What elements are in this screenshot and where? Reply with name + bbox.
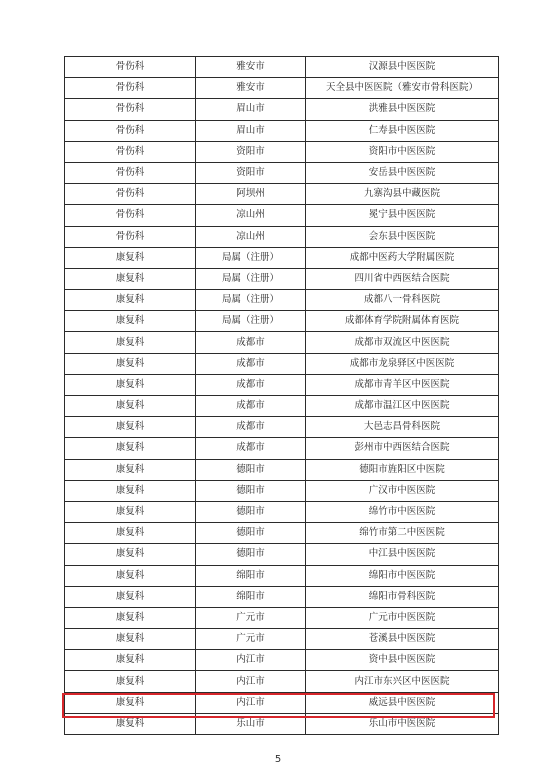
department-cell: 康复科 xyxy=(65,374,196,395)
hospital-cell: 汉源县中医医院 xyxy=(306,57,499,78)
region-cell: 成都市 xyxy=(196,396,306,417)
table-row xyxy=(65,565,499,586)
region-cell: 局属（注册） xyxy=(196,247,306,268)
table-row xyxy=(65,544,499,565)
table-row xyxy=(65,205,499,226)
department-cell: 康复科 xyxy=(65,247,196,268)
hospital-cell: 绵阳市骨科医院 xyxy=(306,586,499,607)
table-row xyxy=(65,396,499,417)
table-row xyxy=(65,353,499,374)
hospital-cell: 安岳县中医医院 xyxy=(306,162,499,183)
region-cell: 绵阳市 xyxy=(196,565,306,586)
page-number: 5 xyxy=(274,754,282,765)
department-cell: 骨伤科 xyxy=(65,78,196,99)
region-cell: 雅安市 xyxy=(196,78,306,99)
department-cell: 康复科 xyxy=(65,353,196,374)
table-row xyxy=(65,268,499,289)
table-row xyxy=(65,226,499,247)
table-row xyxy=(65,586,499,607)
table-row xyxy=(65,141,499,162)
region-cell: 内江市 xyxy=(196,671,306,692)
department-cell: 康复科 xyxy=(65,417,196,438)
region-cell: 成都市 xyxy=(196,332,306,353)
department-cell: 康复科 xyxy=(65,692,196,713)
department-cell: 康复科 xyxy=(65,459,196,480)
table-row xyxy=(65,332,499,353)
hospital-cell: 成都市青羊区中医医院 xyxy=(306,374,499,395)
region-cell: 局属（注册） xyxy=(196,268,306,289)
region-cell: 绵阳市 xyxy=(196,586,306,607)
department-cell: 骨伤科 xyxy=(65,141,196,162)
region-cell: 眉山市 xyxy=(196,99,306,120)
department-cell: 康复科 xyxy=(65,607,196,628)
hospital-cell: 内江市东兴区中医医院 xyxy=(306,671,499,692)
department-cell: 康复科 xyxy=(65,713,196,734)
table-row xyxy=(65,459,499,480)
hospital-cell: 资中县中医医院 xyxy=(306,650,499,671)
region-cell: 凉山州 xyxy=(196,226,306,247)
region-cell: 成都市 xyxy=(196,374,306,395)
department-cell: 骨伤科 xyxy=(65,205,196,226)
region-cell: 成都市 xyxy=(196,438,306,459)
table-row xyxy=(65,438,499,459)
hospital-cell: 成都中医药大学附属医院 xyxy=(306,247,499,268)
table-row xyxy=(65,417,499,438)
department-cell: 康复科 xyxy=(65,650,196,671)
region-cell: 雅安市 xyxy=(196,57,306,78)
hospital-cell: 资阳市中医医院 xyxy=(306,141,499,162)
hospital-cell: 苍溪县中医医院 xyxy=(306,629,499,650)
hospital-cell: 成都体育学院附属体育医院 xyxy=(306,311,499,332)
hospital-cell: 九寨沟县中藏医院 xyxy=(306,184,499,205)
table-row xyxy=(65,671,499,692)
region-cell: 德阳市 xyxy=(196,544,306,565)
hospital-cell: 成都市龙泉驿区中医医院 xyxy=(306,353,499,374)
table-row xyxy=(65,247,499,268)
table-row xyxy=(65,290,499,311)
region-cell: 资阳市 xyxy=(196,141,306,162)
department-cell: 康复科 xyxy=(65,396,196,417)
region-cell: 乐山市 xyxy=(196,713,306,734)
region-cell: 局属（注册） xyxy=(196,290,306,311)
hospital-cell: 四川省中西医结合医院 xyxy=(306,268,499,289)
department-cell: 康复科 xyxy=(65,544,196,565)
hospital-cell: 广元市中医医院 xyxy=(306,607,499,628)
table-row-highlighted xyxy=(65,692,499,713)
department-cell: 康复科 xyxy=(65,671,196,692)
region-cell: 德阳市 xyxy=(196,480,306,501)
hospital-cell: 仁寿县中医医院 xyxy=(306,120,499,141)
region-cell: 内江市 xyxy=(196,650,306,671)
hospital-cell: 绵竹市中医医院 xyxy=(306,501,499,522)
department-cell: 骨伤科 xyxy=(65,162,196,183)
department-cell: 骨伤科 xyxy=(65,120,196,141)
table-row xyxy=(65,78,499,99)
department-cell: 康复科 xyxy=(65,438,196,459)
table-row xyxy=(65,607,499,628)
department-cell: 骨伤科 xyxy=(65,99,196,120)
table-row xyxy=(65,713,499,734)
region-cell: 阿坝州 xyxy=(196,184,306,205)
table-row xyxy=(65,374,499,395)
table-row xyxy=(65,162,499,183)
department-cell: 康复科 xyxy=(65,586,196,607)
table-row xyxy=(65,57,499,78)
hospital-cell: 成都市双流区中医医院 xyxy=(306,332,499,353)
region-cell: 局属（注册） xyxy=(196,311,306,332)
hospital-cell: 会东县中医医院 xyxy=(306,226,499,247)
hospital-cell: 天全县中医医院（雅安市骨科医院） xyxy=(306,78,499,99)
department-cell: 康复科 xyxy=(65,290,196,311)
table-row xyxy=(65,501,499,522)
region-cell: 德阳市 xyxy=(196,523,306,544)
table-row xyxy=(65,99,499,120)
region-cell: 成都市 xyxy=(196,417,306,438)
hospital-cell: 乐山市中医医院 xyxy=(306,713,499,734)
table-row xyxy=(65,311,499,332)
region-cell: 眉山市 xyxy=(196,120,306,141)
department-cell: 康复科 xyxy=(65,332,196,353)
department-cell: 康复科 xyxy=(65,523,196,544)
department-cell: 骨伤科 xyxy=(65,57,196,78)
region-cell: 资阳市 xyxy=(196,162,306,183)
region-cell: 内江市 xyxy=(196,692,306,713)
department-cell: 骨伤科 xyxy=(65,184,196,205)
department-cell: 康复科 xyxy=(65,629,196,650)
hospital-cell: 中江县中医医院 xyxy=(306,544,499,565)
hospital-table xyxy=(64,56,499,735)
hospital-cell: 洪雅县中医医院 xyxy=(306,99,499,120)
department-cell: 康复科 xyxy=(65,501,196,522)
region-cell: 凉山州 xyxy=(196,205,306,226)
department-cell: 康复科 xyxy=(65,311,196,332)
department-cell: 康复科 xyxy=(65,565,196,586)
table-row xyxy=(65,629,499,650)
table-row xyxy=(65,523,499,544)
region-cell: 广元市 xyxy=(196,607,306,628)
region-cell: 广元市 xyxy=(196,629,306,650)
department-cell: 康复科 xyxy=(65,268,196,289)
hospital-cell: 威远县中医医院 xyxy=(306,692,499,713)
table-body xyxy=(65,57,499,735)
hospital-cell: 德阳市旌阳区中医院 xyxy=(306,459,499,480)
department-cell: 骨伤科 xyxy=(65,226,196,247)
table-row xyxy=(65,480,499,501)
region-cell: 德阳市 xyxy=(196,459,306,480)
table-row xyxy=(65,650,499,671)
hospital-cell: 绵竹市第二中医医院 xyxy=(306,523,499,544)
hospital-cell: 广汉市中医医院 xyxy=(306,480,499,501)
table-row xyxy=(65,120,499,141)
hospital-cell: 绵阳市中医医院 xyxy=(306,565,499,586)
region-cell: 成都市 xyxy=(196,353,306,374)
department-cell: 康复科 xyxy=(65,480,196,501)
hospital-cell: 彭州市中西医结合医院 xyxy=(306,438,499,459)
hospital-cell: 成都市温江区中医医院 xyxy=(306,396,499,417)
region-cell: 德阳市 xyxy=(196,501,306,522)
hospital-cell: 冕宁县中医医院 xyxy=(306,205,499,226)
hospital-cell: 成都八一骨科医院 xyxy=(306,290,499,311)
hospital-cell: 大邑志昌骨科医院 xyxy=(306,417,499,438)
table-row xyxy=(65,184,499,205)
